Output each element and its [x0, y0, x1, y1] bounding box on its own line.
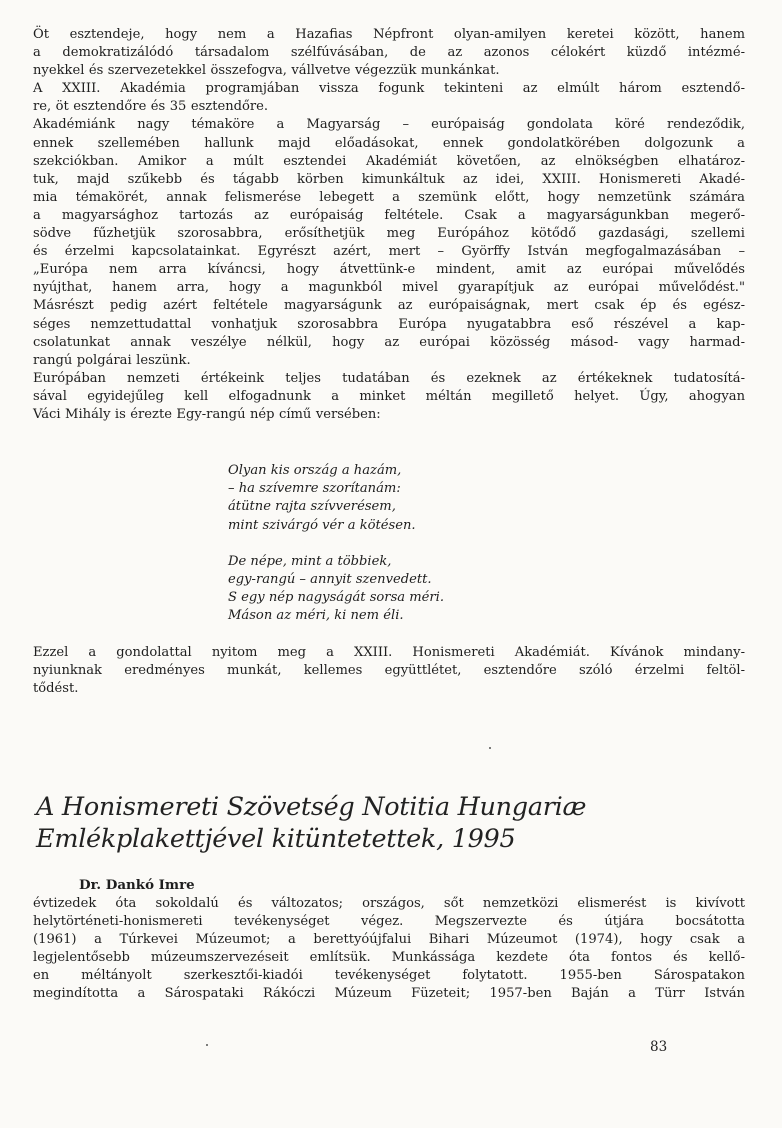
text-line: „Európa nem arra kíváncsi, hogy átvettünk-e mindent, amit az európai művelődés: [33, 262, 745, 278]
text-line: Öt esztendeje, hogy nem a Hazafias Népfront olyan-amilyen keretei között, hanem: [33, 27, 745, 42]
text-line: re, öt esztendőre és 35 esztendőre.: [33, 99, 269, 115]
text-line: megindította a Sárospataki Rákóczi Múzeum Füzeteit; 1957-ben Baján a Türr István: [33, 986, 745, 1002]
text-line: legjelentősebb múzeumszervezéseit említsük. Munkássága kezdete óta fontos és kellő-: [33, 950, 745, 966]
poem-line: S egy nép nagyságát sorsa méri.: [228, 590, 445, 606]
text-line: szekciókban. Amikor a múlt esztendei Akadémiát követően, az elnökségben elhatároz-: [33, 153, 745, 169]
text-line: Európában nemzeti értékeink teljes tudatában és ezeknek az értékeknek tudatosítá-: [33, 370, 745, 386]
poem-quote: [228, 462, 745, 626]
text-line: nyújthat, hanem arra, hogy a magunkból mivel gyarapítjuk az európai művelődést.": [33, 280, 745, 296]
text-line: nyekkel és szervezetekkel összefogva, vállvetve végezzük munkánkat.: [33, 63, 500, 79]
text-line: séges nemzettudattal vonhatjuk szorosabbra Európa nyugatabbra eső részével a kap-: [33, 316, 745, 332]
text-line: sával egyidejűleg kell elfogadnunk a minket méltán megillető helyet. Úgy, ahogyan: [33, 388, 745, 404]
text-line: Ezzel a gondolattal nyitom meg a XXIII. Honismereti Akadémiát. Kívánok mindany-: [33, 644, 745, 660]
text-line: Váci Mihály is érezte Egy-rangú nép című versében:: [33, 406, 381, 422]
text-line: nyiunknak eredményes munkát, kellemes együttlétet, esztendőre szóló érzelmi feltöl-: [33, 662, 745, 678]
speck-mark: [489, 747, 491, 749]
awardee-name: Dr. Dankó Imre: [79, 877, 195, 893]
poem-line: átütne rajta szívverésem,: [228, 499, 396, 515]
poem-stanza: [228, 462, 745, 535]
poem-line: mint szivárgó vér a kötésen.: [228, 517, 416, 533]
poem-line: Máson az méri, ki nem éli.: [228, 608, 404, 624]
text-line: évtizedek óta sokoldalú és változatos; országos, sőt nemzetközi elismerést is kivívott: [33, 896, 745, 911]
paragraph-3: [33, 116, 745, 369]
heading-line: Emlékplakettjével kitüntetettek, 1995: [36, 824, 516, 854]
article-body: [33, 26, 745, 698]
text-line: ennek szellemében hallunk majd előadásokat, ennek gondolatkörében dolgozunk a: [33, 135, 745, 151]
paragraph-2: [33, 80, 745, 116]
text-line: Másrészt pedig azért feltétele magyarságunk az európaiságnak, mert csak ép és egész-: [33, 298, 745, 314]
bio-paragraph: [33, 895, 745, 1004]
text-line: csolatunkat annak veszélye nélkül, hogy az európai közösség másod- vagy harmad-: [33, 334, 745, 350]
paragraph-4: [33, 370, 745, 424]
paragraph-1: [33, 26, 745, 80]
section-heading: [36, 791, 748, 855]
heading-line: A Honismereti Szövetség Notitia Hungariæ: [36, 792, 587, 822]
poem-stanza: [228, 553, 745, 626]
speck-mark: [206, 1044, 208, 1046]
text-line: en méltányolt szerkesztői-kiadói tevékenységet folytatott. 1955-ben Sárospatakon: [33, 968, 745, 984]
poem-line: – ha szívemre szorítanám:: [228, 481, 401, 497]
text-line: (1961) a Túrkevei Múzeumot; a berettyóújfalui Bihari Múzeumot (1974), hogy csak a: [33, 932, 745, 948]
poem-line: De népe, mint a többiek,: [228, 553, 392, 569]
text-line: mia témakörét, annak felismerése lebegett a szemünk előtt, hogy nemzetünk számára: [33, 189, 745, 205]
awardee-bio: [33, 895, 745, 1004]
text-line: tuk, majd szűkebb és tágabb körben kimunkáltuk az idei, XXIII. Honismereti Akadé-: [33, 171, 745, 187]
page-number: 83: [650, 1039, 668, 1055]
text-line: södve fűzhetjük szorosabbra, erősíthetjük meg Európához kötődő gazdasági, szellemi: [33, 226, 745, 242]
text-line: tődést.: [33, 680, 79, 696]
poem-line: egy-rangú – annyit szenvedett.: [228, 572, 432, 588]
text-line: a demokratizálódó társadalom szélfúvásában, de az azonos célokért küzdő intézmé-: [33, 45, 745, 61]
text-line: rangú polgárai leszünk.: [33, 352, 191, 368]
text-line: A XXIII. Akadémia programjában vissza fogunk tekinteni az elmúlt három esztendő-: [33, 81, 745, 97]
poem-line: Olyan kis ország a hazám,: [228, 463, 402, 479]
text-line: a magyarsághoz tartozás az európaiság feltétele. Csak a magyarságunkban megerő-: [33, 207, 745, 223]
text-line: és érzelmi kapcsolatainkat. Egyrészt azért, mert – Györffy István megfogalmazásában –: [33, 244, 745, 260]
text-line: helytörténeti-honismereti tevékenységet végez. Megszervezte és útjára bocsátotta: [33, 914, 745, 930]
closing-paragraph: [33, 644, 745, 698]
text-line: Akadémiánk nagy témaköre a Magyarság – európaiság gondolata köré rendeződik,: [33, 117, 745, 133]
